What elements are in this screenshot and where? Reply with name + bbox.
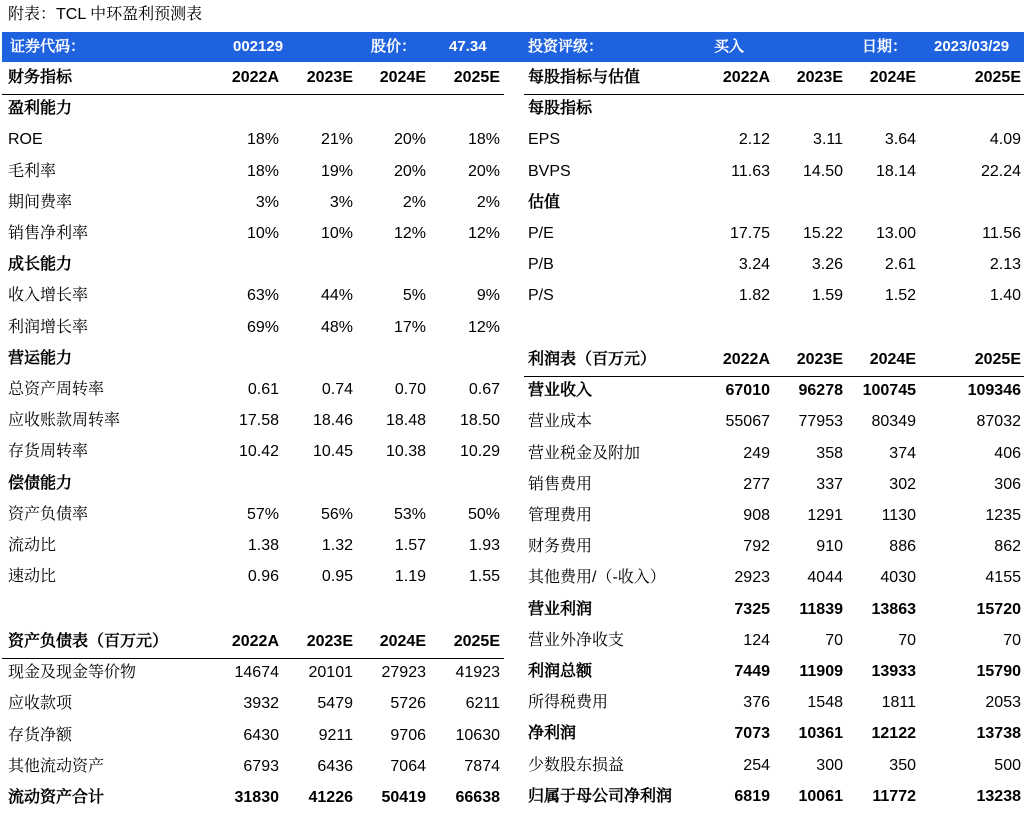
cell-value: 3.24 [738, 256, 770, 274]
row-label: 营业收入 [528, 382, 593, 400]
cell-value: 1.59 [811, 287, 843, 305]
row-label: 收入增长率 [8, 287, 89, 305]
cell-value: 10.45 [312, 443, 353, 461]
row-label: 其他流动资产 [8, 757, 105, 775]
cell-value: 57% [246, 505, 279, 523]
table-header-label: 每股指标与估值 [528, 69, 641, 86]
cell-value: 7874 [464, 757, 500, 775]
cell-value: 3% [255, 193, 279, 211]
cell-value: 6793 [243, 757, 279, 775]
cell-value: 9% [476, 287, 500, 305]
cell-value: 22.24 [980, 162, 1021, 180]
section-heading: 每股指标 [528, 100, 593, 118]
cell-value: 2053 [985, 694, 1021, 712]
cell-value: 67010 [725, 382, 770, 400]
row-label: 销售费用 [528, 475, 593, 493]
cell-value: 87032 [976, 413, 1021, 431]
row-label: ROE [8, 131, 43, 149]
table-row [0, 469, 1026, 500]
cell-value: 3.26 [811, 256, 843, 274]
row-label: 现金及现金等价物 [8, 664, 137, 682]
year-header: 2022A [722, 69, 770, 86]
cell-value: 10.38 [385, 443, 426, 461]
cell-value: 5% [402, 287, 426, 305]
table-row [0, 124, 1026, 155]
table-header-label: 财务指标 [8, 69, 73, 86]
cell-value: 277 [743, 475, 770, 493]
cell-value: 249 [743, 444, 770, 462]
cell-value: 41226 [308, 789, 353, 806]
year-header: 2023E [796, 69, 843, 86]
row-label: 流动资产合计 [8, 789, 105, 806]
cell-value: 11.56 [982, 225, 1021, 242]
cell-value: 3.64 [884, 131, 916, 149]
cell-value: 2% [476, 193, 500, 211]
price-value: 47.34 [449, 38, 487, 55]
cell-value: 10.42 [238, 443, 279, 461]
row-label: 少数股东损益 [528, 756, 625, 774]
cell-value: 124 [743, 631, 770, 649]
cell-value: 6436 [317, 757, 353, 775]
table-row [0, 218, 1026, 249]
row-label: 营业成本 [528, 413, 593, 431]
cell-value: 18.14 [875, 162, 916, 180]
row-label: 总资产周转率 [8, 381, 105, 398]
cell-value: 376 [743, 694, 770, 712]
cell-value: 0.96 [247, 568, 279, 586]
cell-value: 5726 [390, 695, 426, 713]
cell-value: 337 [816, 475, 843, 493]
cell-value: 18.50 [459, 412, 500, 430]
cell-value: 17.75 [729, 225, 770, 242]
table-row [0, 594, 1026, 625]
stock-code-value: 002129 [233, 38, 284, 55]
cell-value: 1.32 [321, 537, 353, 554]
cell-value: 300 [816, 756, 843, 774]
row-label: 资产负债率 [8, 505, 89, 523]
row-label: 毛利率 [8, 162, 57, 180]
price-label: 股价： [371, 38, 417, 55]
row-label: 归属于母公司净利润 [528, 787, 673, 805]
cell-value: 4030 [880, 569, 916, 587]
cell-value: 13238 [976, 787, 1021, 805]
cell-value: 20101 [308, 664, 353, 682]
row-label: 应收账款周转率 [8, 412, 121, 430]
row-label: 管理费用 [528, 507, 593, 524]
table-row [0, 438, 1026, 469]
table-row [0, 750, 1026, 781]
cell-value: 1.19 [394, 568, 426, 586]
cell-value: 2.13 [989, 256, 1021, 274]
cell-value: 406 [994, 444, 1021, 462]
cell-value: 1130 [881, 507, 916, 524]
cell-value: 9211 [318, 726, 353, 744]
cell-value: 18.46 [312, 412, 353, 430]
cell-value: 1.82 [738, 287, 770, 305]
table-row [0, 718, 1026, 749]
date-value: 2023/03/29 [934, 38, 1010, 55]
rating-label: 投资评级： [528, 38, 604, 55]
row-label: 速动比 [8, 568, 57, 586]
cell-value: 9706 [390, 726, 426, 744]
year-header: 2023E [306, 69, 353, 86]
cell-value: 12% [467, 225, 500, 242]
row-label: P/E [528, 225, 554, 242]
cell-value: 3.11 [813, 131, 843, 149]
cell-value: 20% [393, 131, 426, 149]
cell-value: 302 [889, 475, 916, 493]
cell-value: 910 [816, 538, 843, 556]
section-heading: 估值 [528, 193, 561, 211]
year-header: 2024E [869, 69, 916, 86]
table-row [0, 656, 1026, 687]
section-heading: 营运能力 [8, 349, 73, 367]
cell-value: 20% [393, 162, 426, 180]
row-label: EPS [528, 131, 561, 149]
cell-value: 1235 [985, 507, 1021, 524]
cell-value: 11.63 [731, 162, 770, 180]
year-header: 2022A [231, 69, 279, 86]
row-label: 流动比 [8, 537, 57, 554]
cell-value: 358 [816, 444, 843, 462]
row-label: 利润增长率 [8, 318, 89, 336]
cell-value: 908 [743, 507, 770, 524]
cell-value: 70 [1003, 631, 1021, 649]
cell-value: 6819 [734, 787, 770, 805]
cell-value: 1811 [881, 694, 916, 712]
row-label: 销售净利率 [8, 225, 89, 242]
row-label: 净利润 [528, 725, 577, 743]
cell-value: 0.61 [247, 381, 279, 398]
row-label: 营业外净收支 [528, 631, 625, 649]
cell-value: 100745 [862, 382, 916, 400]
year-header: 2025E [453, 633, 500, 650]
cell-value: 1548 [807, 694, 843, 712]
cell-value: 96278 [798, 382, 843, 400]
table-header-row [0, 344, 1026, 375]
cell-value: 1.52 [884, 287, 916, 305]
table-header-row [0, 62, 1026, 93]
cell-value: 11839 [799, 600, 843, 618]
stock-code-label: 证券代码： [10, 38, 86, 55]
table-row [0, 93, 1026, 124]
cell-value: 70 [898, 631, 916, 649]
cell-value: 1.38 [247, 537, 279, 554]
row-label: 存货周转率 [8, 443, 89, 461]
cell-value: 10% [246, 225, 279, 242]
cell-value: 13.00 [875, 225, 916, 242]
cell-value: 7449 [734, 663, 770, 680]
cell-value: 1.57 [394, 537, 426, 554]
cell-value: 10.29 [459, 443, 500, 461]
cell-value: 4.09 [989, 131, 1021, 149]
table-caption: 附表：TCL 中环盈利预测表 [8, 6, 203, 23]
cell-value: 18.48 [385, 412, 426, 430]
cell-value: 17% [393, 318, 426, 336]
row-label: 期间费率 [8, 193, 73, 211]
date-label: 日期： [862, 38, 908, 55]
row-label: BVPS [528, 162, 571, 180]
cell-value: 48% [320, 318, 353, 336]
cell-value: 2.12 [738, 131, 770, 149]
cell-value: 862 [994, 538, 1021, 556]
year-header: 2024E [379, 633, 426, 650]
table-row [0, 312, 1026, 343]
year-header: 2022A [722, 351, 770, 368]
row-label: 利润总额 [528, 663, 593, 680]
cell-value: 3932 [243, 695, 279, 713]
cell-value: 50% [467, 505, 500, 523]
cell-value: 306 [994, 475, 1021, 493]
cell-value: 21% [320, 131, 353, 149]
cell-value: 0.74 [321, 381, 353, 398]
cell-value: 20% [467, 162, 500, 180]
row-label: 营业税金及附加 [528, 444, 641, 462]
cell-value: 10630 [455, 726, 500, 744]
cell-value: 10061 [798, 787, 843, 805]
cell-value: 886 [889, 538, 916, 556]
cell-value: 374 [889, 444, 916, 462]
table-row [0, 249, 1026, 280]
cell-value: 4155 [985, 569, 1021, 587]
cell-value: 13738 [976, 725, 1021, 743]
rating-value: 买入 [714, 38, 745, 55]
cell-value: 18% [246, 162, 279, 180]
row-label: 所得税费用 [528, 694, 609, 712]
cell-value: 14674 [234, 664, 279, 682]
row-label: P/B [528, 256, 554, 274]
header-rule [524, 94, 1024, 95]
cell-value: 80349 [871, 413, 916, 431]
cell-value: 7073 [734, 725, 770, 743]
cell-value: 50419 [381, 789, 426, 806]
cell-value: 18% [467, 131, 500, 149]
row-label: 其他费用/（-收入） [528, 569, 666, 587]
cell-value: 1.55 [468, 568, 500, 586]
cell-value: 500 [994, 756, 1021, 774]
cell-value: 11772 [872, 787, 916, 805]
cell-value: 792 [743, 538, 770, 556]
table-row [0, 531, 1026, 562]
cell-value: 350 [889, 756, 916, 774]
cell-value: 18% [246, 131, 279, 149]
cell-value: 77953 [798, 413, 843, 431]
table-row [0, 625, 1026, 656]
year-header: 2024E [869, 351, 916, 368]
row-label: 应收款项 [8, 695, 73, 713]
cell-value: 14.50 [802, 162, 843, 180]
table-header-label: 利润表（百万元） [528, 351, 657, 368]
table-row [0, 687, 1026, 718]
cell-value: 63% [246, 287, 279, 305]
cell-value: 3% [329, 193, 353, 211]
cell-value: 0.70 [394, 381, 426, 398]
cell-value: 11909 [799, 663, 843, 680]
cell-value: 1.40 [989, 287, 1021, 305]
table-row [0, 280, 1026, 311]
cell-value: 15.22 [802, 225, 843, 242]
year-header: 2023E [796, 351, 843, 368]
cell-value: 4044 [807, 569, 843, 587]
cell-value: 13863 [871, 600, 916, 618]
row-label: 存货净额 [8, 726, 73, 744]
year-header: 2025E [453, 69, 500, 86]
cell-value: 7064 [390, 757, 426, 775]
cell-value: 6430 [243, 726, 279, 744]
table-row [0, 406, 1026, 437]
row-label: 营业利润 [528, 600, 593, 618]
cell-value: 6211 [465, 695, 500, 713]
cell-value: 0.67 [468, 381, 500, 398]
table-row [0, 156, 1026, 187]
cell-value: 0.95 [321, 568, 353, 586]
cell-value: 66638 [455, 789, 500, 806]
stock-info-bar [2, 32, 1024, 62]
cell-value: 13933 [871, 663, 916, 680]
cell-value: 70 [825, 631, 843, 649]
cell-value: 2923 [734, 569, 770, 587]
cell-value: 12% [393, 225, 426, 242]
header-rule [524, 376, 1024, 377]
table-row [0, 187, 1026, 218]
cell-value: 44% [320, 287, 353, 305]
cell-value: 55067 [725, 413, 770, 431]
cell-value: 5479 [317, 695, 353, 713]
table-row [0, 781, 1026, 812]
table-row [0, 562, 1026, 593]
cell-value: 10361 [798, 725, 843, 743]
year-header: 2025E [974, 351, 1021, 368]
cell-value: 1291 [807, 507, 843, 524]
year-header: 2024E [379, 69, 426, 86]
cell-value: 19% [320, 162, 353, 180]
cell-value: 41923 [455, 664, 500, 682]
cell-value: 12122 [871, 725, 916, 743]
year-header: 2023E [306, 633, 353, 650]
cell-value: 53% [393, 505, 426, 523]
cell-value: 10% [320, 225, 353, 242]
cell-value: 254 [743, 756, 770, 774]
table-row [0, 375, 1026, 406]
cell-value: 7325 [734, 600, 770, 618]
table-row [0, 500, 1026, 531]
cell-value: 109346 [967, 382, 1021, 400]
cell-value: 1.93 [468, 537, 500, 554]
section-heading: 盈利能力 [8, 100, 73, 118]
row-label: 财务费用 [528, 538, 593, 556]
cell-value: 2% [402, 193, 426, 211]
section-heading: 偿债能力 [8, 474, 73, 492]
cell-value: 27923 [381, 664, 426, 682]
section-heading: 成长能力 [8, 256, 73, 274]
year-header: 2025E [974, 69, 1021, 86]
cell-value: 69% [246, 318, 279, 336]
cell-value: 15720 [976, 600, 1021, 618]
cell-value: 31830 [234, 789, 279, 806]
cell-value: 12% [467, 318, 500, 336]
cell-value: 2.61 [884, 256, 916, 274]
row-label: P/S [528, 287, 554, 305]
table-header-label: 资产负债表（百万元） [8, 633, 169, 650]
cell-value: 56% [320, 505, 353, 523]
cell-value: 17.58 [238, 412, 279, 430]
cell-value: 15790 [976, 663, 1021, 680]
year-header: 2022A [231, 633, 279, 650]
